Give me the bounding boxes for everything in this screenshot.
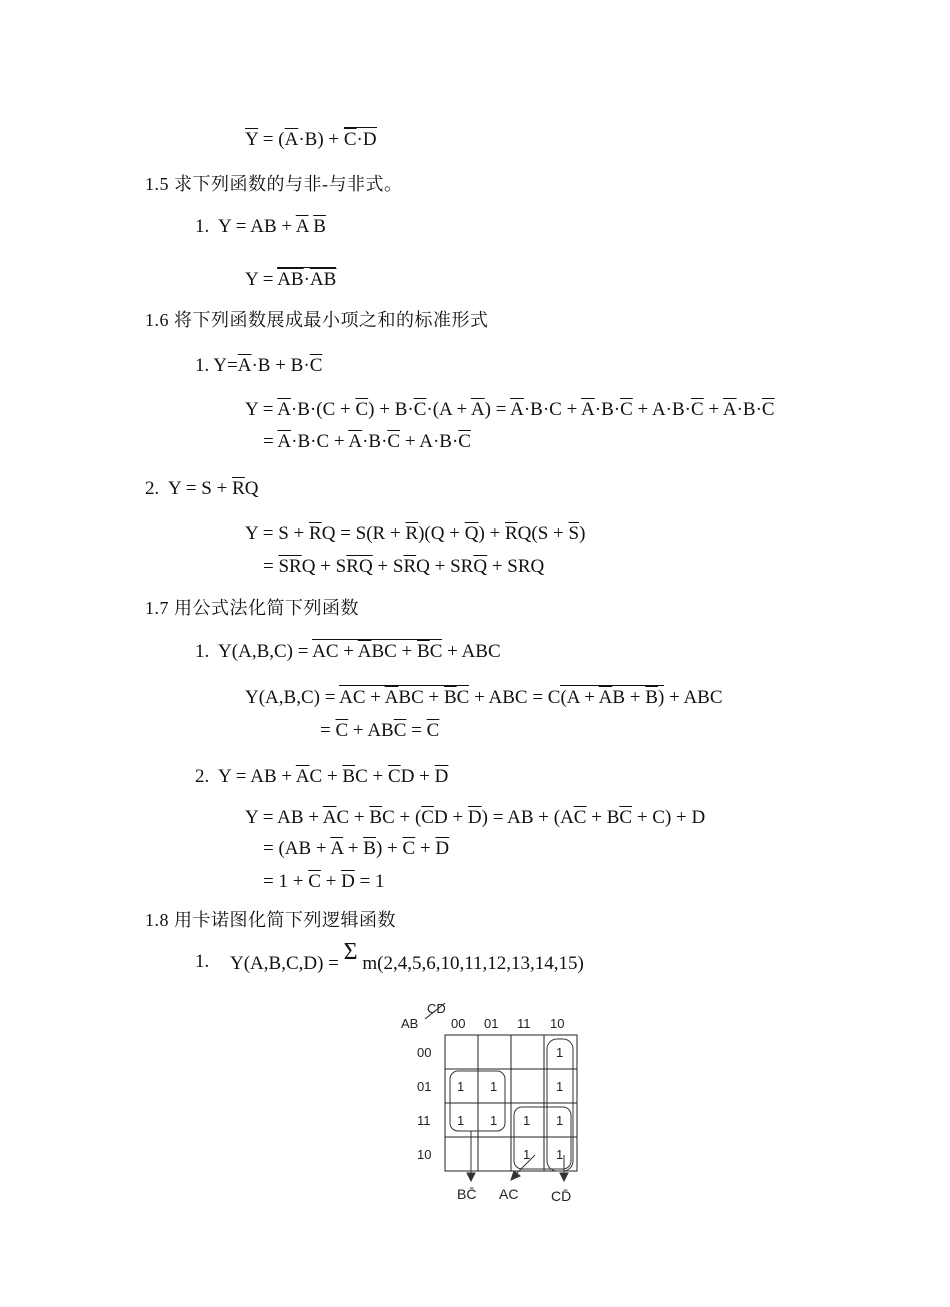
s17-question-2: 2. Y = AB + $\overline{A}C + \overline{B}C + \overline{C}D + \overline{D}$ — [195, 766, 449, 787]
kmap-col-header: 01 — [484, 1016, 499, 1031]
s17-answer-2-line-2: = $(AB + \overline{A} + \overline{B}) + \overline{C} + \overline{D}$ — [263, 838, 450, 859]
kmap-col-header: 00 — [451, 1016, 466, 1031]
kmap-row-header: 01 — [417, 1079, 432, 1094]
s16-question-2: 2. $Y = S + \overline{R}Q$ — [145, 478, 259, 499]
kmap-cell-value: 1 — [457, 1113, 465, 1128]
s18-question-1: Y(A,B,C,D) = Σ m(2,4,5,6,10,11,12,13,14,15) — [230, 939, 584, 974]
kmap-cell-value: 1 — [556, 1113, 564, 1128]
kmap-cell-value: 1 — [457, 1079, 465, 1094]
kmap-cell-value: 1 — [556, 1045, 564, 1060]
s16-question-1: 1. $Y=\overline{A}\cdot B + B\cdot\overline{C}$ — [195, 355, 323, 376]
kmap-row-header: 11 — [417, 1113, 431, 1128]
s16-answer-1-line-2: = $\overline{A}\cdot B\cdot C + \overline{A}\cdot B\cdot\overline{C} + A\cdot B\cdot\overline{C}$ — [263, 431, 471, 452]
s17-answer-1-line-2: = $\overline{C} + AB\overline{C} = \overline{C}$ — [320, 720, 440, 741]
kmap-row-header: 10 — [417, 1147, 432, 1162]
section-1-6-title: 1.6 将下列函数展成最小项之和的标准形式 — [145, 310, 489, 330]
s18-question-number: 1. — [195, 951, 210, 972]
s16-answer-2-line-2: = $\overline{S}\overline{R}Q + S\overline{R}\overline{Q} + S\overline{R}Q + SR\overline{Q}$ + SRQ — [263, 556, 545, 577]
karnaugh-map — [395, 997, 615, 1212]
kmap-col-header: 10 — [550, 1016, 565, 1031]
section-1-7-title: 1.7 用公式法化简下列函数 — [145, 598, 359, 618]
kmap-corner-left: AB — [401, 1016, 419, 1031]
s17-answer-2-line-3: = $1 + \overline{C} + \overline{D} = 1$ — [263, 871, 385, 892]
kmap-cell-value: 1 — [523, 1113, 531, 1128]
kmap-label-ac: AC — [499, 1186, 519, 1202]
s17-answer-2-line-1: Y = AB + $\overline{A}C + \overline{B}C + (\overline{C}D + \overline{D})$ = AB + $(A\overline{C} + B\overline{C} + C) + D$ — [245, 807, 706, 828]
kmap-col-header: 11 — [517, 1016, 531, 1031]
kmap-cell-value: 1 — [490, 1079, 498, 1094]
s15-question-1: 1. Y = AB + $\overline{A}$ $\overline{B}$ — [195, 216, 326, 237]
kmap-row-header: 00 — [417, 1045, 432, 1060]
kmap-cell-value: 1 — [490, 1113, 498, 1128]
kmap-label-cd-bar: CD̄ — [551, 1188, 572, 1204]
kmap-cell-value: 1 — [523, 1147, 531, 1162]
kmap-corner-top: CD — [427, 1001, 446, 1016]
kmap-label-bc-bar: BC̄ — [457, 1186, 477, 1202]
kmap-cell-value: 1 — [556, 1147, 564, 1162]
section-1-8-title: 1.8 用卡诺图化简下列逻辑函数 — [145, 910, 396, 930]
s17-question-1: 1. Y(A,B,C) = AC + $\overline{A}BC + \overline{B}C$ + ABC — [195, 641, 501, 662]
kmap-cell-value: 1 — [556, 1079, 564, 1094]
s17-answer-1-line-1: Y(A,B,C) = AC + $\overline{A}BC + \overline{B}C$ + ABC = $C(A + \overline{A}B + \overline{B})$ + ABC — [245, 687, 723, 708]
s16-answer-1-line-1: $Y = \overline{A}\cdot B\cdot(C + \overline{C}) + B\cdot\overline{C}\cdot(A + \overline{A}) = \overline{A}\cdot B\cdot C + \overline{A}\cdot B\cdot\overline{C} + A\cdot B\cdot\overline{C} + \overline{A}\cdot B\cdot\overline{C}$ — [245, 399, 775, 420]
s15-answer-1: $Y = \overline{AB}\cdot AB$ — [245, 269, 337, 290]
equation-top: $\overline{Y} = (\overline{A}\cdot B) + \overline{C}\cdot D$ — [245, 129, 377, 150]
section-1-5-title: 1.5 求下列函数的与非-与非式。 — [145, 174, 403, 194]
s16-answer-2-line-1: $Y = S + \overline{R}Q = S(R + \overline{R})(Q + \overline{Q}) + \overline{R}Q(S + \overline{S})$ — [245, 523, 586, 544]
